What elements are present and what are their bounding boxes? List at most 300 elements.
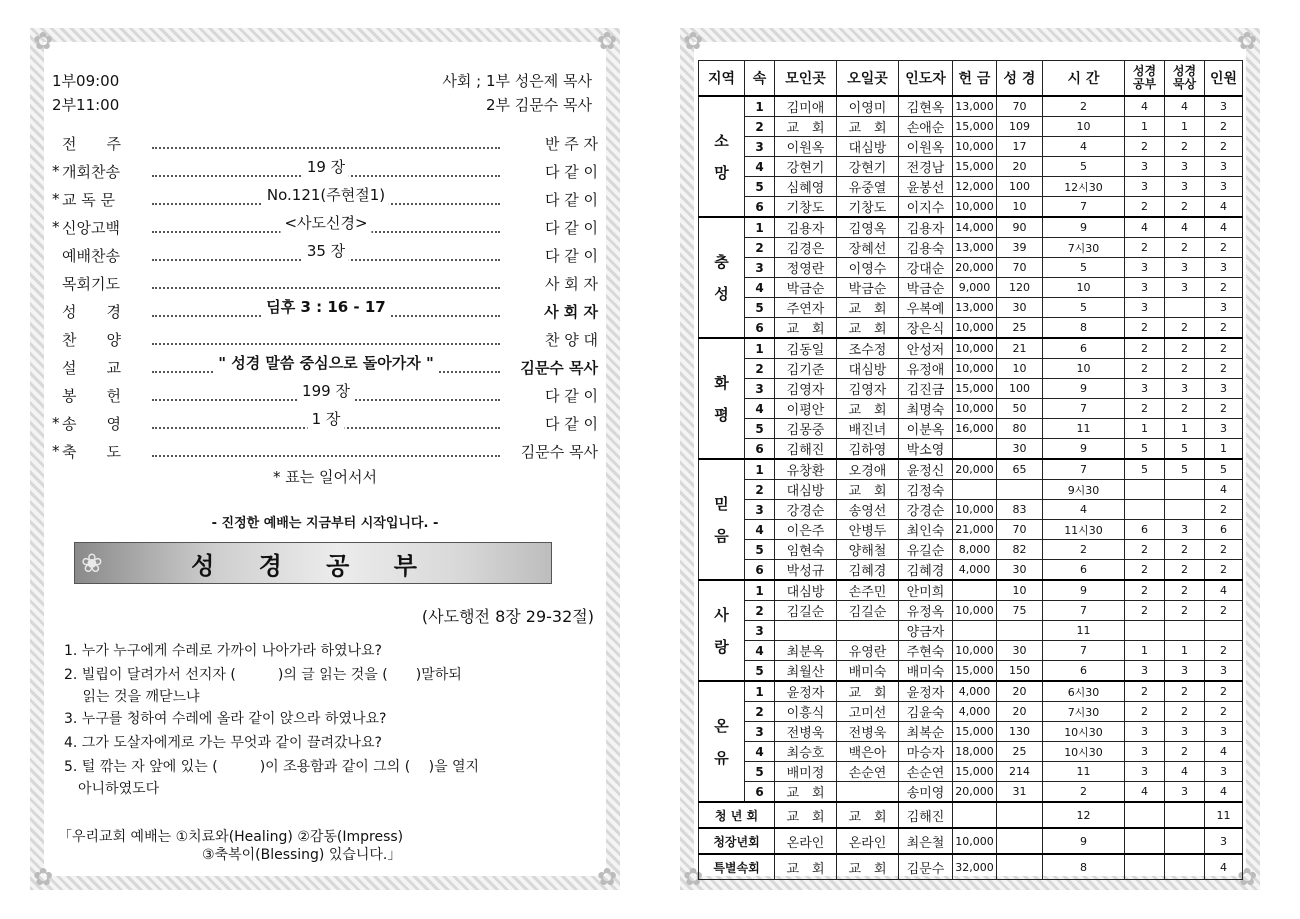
table-cell: 39	[997, 238, 1043, 258]
region-name: 믿 음	[699, 459, 745, 580]
dot-leader	[152, 277, 500, 289]
order-detail: No.121(주현절1)	[263, 184, 389, 205]
sub-group-number: 3	[745, 258, 775, 278]
table-cell: 150	[997, 661, 1043, 682]
table-cell: 6	[1205, 520, 1243, 540]
table-row	[699, 258, 1243, 278]
table-cell: 2	[1165, 580, 1205, 601]
column-header: 시 간	[1043, 61, 1125, 97]
table-cell: 7	[1043, 601, 1125, 621]
table-cell: 김몽중	[775, 419, 837, 439]
table-cell	[837, 782, 899, 803]
table-cell: 3	[1165, 661, 1205, 682]
sub-group-number: 5	[745, 177, 775, 197]
flower-icon: ✿	[682, 863, 704, 891]
table-cell: 김윤숙	[899, 702, 953, 722]
table-cell: 이은주	[775, 520, 837, 540]
table-row	[699, 96, 1243, 117]
table-cell	[953, 580, 997, 601]
table-cell: 2	[1205, 601, 1243, 621]
order-label: 축 도	[62, 442, 121, 461]
table-cell: 3	[1125, 177, 1165, 197]
table-cell: 2	[1125, 238, 1165, 258]
footer-line-2: ③축복이(Blessing) 있습니다.」	[202, 847, 402, 863]
table-cell: 2	[1165, 560, 1205, 581]
standing-mark: *	[52, 414, 60, 432]
table-cell	[1165, 802, 1205, 828]
table-row	[699, 661, 1243, 682]
table-row	[699, 681, 1243, 702]
table-cell: 18,000	[953, 742, 997, 762]
table-cell: 2	[1043, 96, 1125, 117]
table-cell: 4	[1125, 217, 1165, 238]
order-row	[52, 186, 598, 212]
standing-mark: *	[52, 162, 60, 180]
table-cell: 15,000	[953, 379, 997, 399]
order-leader: 사 회 자	[544, 302, 598, 321]
table-cell: 최복순	[899, 722, 953, 742]
table-cell: 6	[1043, 338, 1125, 359]
table-cell: 2	[1125, 318, 1165, 339]
table-cell: 박금순	[899, 278, 953, 298]
table-row	[699, 601, 1243, 621]
table-cell: 12,000	[953, 177, 997, 197]
table-row	[699, 762, 1243, 782]
table-cell: 손애순	[899, 117, 953, 137]
table-cell: 배진녀	[837, 419, 899, 439]
table-cell: 우복예	[899, 298, 953, 318]
table-cell: 대심방	[837, 359, 899, 379]
order-leader: 다 같 이	[544, 162, 598, 181]
sub-group-number: 4	[745, 157, 775, 177]
table-cell: 90	[997, 217, 1043, 238]
table-cell: 교 회	[837, 480, 899, 500]
table-cell: 11	[1043, 762, 1125, 782]
table-cell: 4	[1125, 96, 1165, 117]
table-cell: 3	[1205, 177, 1243, 197]
region-name: 충 성	[699, 217, 745, 338]
table-cell: 안미희	[899, 580, 953, 601]
table-cell: 2	[1165, 742, 1205, 762]
table-cell: 양금자	[899, 621, 953, 641]
table-cell: 10시30	[1043, 742, 1125, 762]
table-row	[699, 197, 1243, 218]
order-row	[52, 270, 598, 296]
order-leader: 다 같 이	[544, 218, 598, 237]
sub-group-number: 5	[745, 661, 775, 682]
table-cell: 1	[1165, 641, 1205, 661]
table-row	[699, 318, 1243, 339]
table-cell	[1125, 480, 1165, 500]
table-cell: 11	[1043, 621, 1125, 641]
flower-icon: ✿	[32, 27, 54, 55]
table-cell: 교 회	[837, 802, 899, 828]
table-cell: 김혜경	[899, 560, 953, 581]
table-cell: 김진금	[899, 379, 953, 399]
sub-group-number: 4	[745, 641, 775, 661]
table-cell	[997, 621, 1043, 641]
table-cell: 10,000	[953, 318, 997, 339]
table-cell: 10시30	[1043, 722, 1125, 742]
table-cell: 10,000	[953, 828, 997, 854]
table-cell: 주연자	[775, 298, 837, 318]
table-cell: 유길순	[899, 540, 953, 560]
table-cell: 김미애	[775, 96, 837, 117]
table-cell	[997, 802, 1043, 828]
table-cell: 4	[1165, 217, 1205, 238]
table-cell: 강경순	[899, 500, 953, 520]
table-cell: 교 회	[775, 802, 837, 828]
table-cell: 안병두	[837, 520, 899, 540]
table-cell: 배미정	[775, 762, 837, 782]
table-cell	[953, 480, 997, 500]
table-cell: 이분옥	[899, 419, 953, 439]
table-cell: 김하영	[837, 439, 899, 460]
standing-note: * 표는 일어서서	[273, 468, 377, 486]
table-cell: 전경남	[899, 157, 953, 177]
table-cell: 70	[997, 96, 1043, 117]
table-cell: 박소영	[899, 439, 953, 460]
table-cell	[1165, 500, 1205, 520]
table-cell: 강경순	[775, 500, 837, 520]
table-cell: 교 회	[837, 117, 899, 137]
question-line: 3. 누구를 청하여 수레에 올라 같이 앉으라 하였나요?	[64, 711, 387, 727]
sub-group-number: 1	[745, 580, 775, 601]
table-cell: 박금순	[837, 278, 899, 298]
table-cell: 윤정자	[899, 681, 953, 702]
table-cell: 2	[1165, 197, 1205, 218]
table-row	[699, 238, 1243, 258]
table-cell: 83	[997, 500, 1043, 520]
table-cell: 대심방	[775, 480, 837, 500]
table-cell: 2	[1205, 540, 1243, 560]
order-leader: 다 같 이	[544, 190, 598, 209]
host-service2: 2부 김문수 목사	[485, 96, 592, 114]
table-cell: 9	[1043, 439, 1125, 460]
table-cell: 10	[1043, 117, 1125, 137]
table-cell: 2	[1125, 681, 1165, 702]
table-cell: 9	[1043, 379, 1125, 399]
table-cell: 이영미	[837, 96, 899, 117]
order-leader: 찬 양 대	[544, 330, 598, 349]
sub-group-number: 4	[745, 278, 775, 298]
table-cell: 이흥식	[775, 702, 837, 722]
table-cell: 11시30	[1043, 520, 1125, 540]
table-row	[699, 419, 1243, 439]
table-cell: 이평안	[775, 399, 837, 419]
table-cell: 4	[1165, 762, 1205, 782]
order-row	[52, 410, 598, 436]
table-cell: 2	[1165, 601, 1205, 621]
table-cell: 3	[1205, 722, 1243, 742]
table-row	[699, 459, 1243, 480]
dot-leader	[152, 410, 500, 429]
table-cell: 3	[1125, 258, 1165, 278]
order-label: 교 독 문	[62, 190, 116, 209]
table-cell: 유창환	[775, 459, 837, 480]
table-cell: 교 회	[837, 318, 899, 339]
special-group-label: 청 년 회	[699, 802, 775, 828]
table-cell: 2	[1205, 641, 1243, 661]
sub-group-number: 1	[745, 96, 775, 117]
table-cell: 2	[1205, 500, 1243, 520]
table-cell: 214	[997, 762, 1043, 782]
table-cell: 배미숙	[899, 661, 953, 682]
table-cell: 마승자	[899, 742, 953, 762]
table-cell: 손순연	[899, 762, 953, 782]
table-cell: 윤정자	[775, 681, 837, 702]
region-name: 사 랑	[699, 580, 745, 681]
flower-icon: ✿	[596, 27, 618, 55]
service1-time: 1부09:00	[52, 72, 120, 90]
table-cell: 박금순	[775, 278, 837, 298]
table-cell: 4	[1165, 96, 1205, 117]
scripture-reference: (사도행전 8장 29-32절)	[421, 607, 594, 626]
table-cell: 109	[997, 117, 1043, 137]
table-cell: 5	[1165, 459, 1205, 480]
table-cell: 4	[1205, 197, 1243, 218]
order-label: 찬 양	[62, 330, 121, 349]
question-line: 읽는 것을 깨닫느냐	[64, 689, 200, 705]
table-row	[699, 742, 1243, 762]
table-cell: 3	[1165, 258, 1205, 278]
table-cell: 2	[1205, 560, 1243, 581]
special-group-label: 특별속회	[699, 854, 775, 880]
column-header: 속	[745, 61, 775, 97]
table-cell: 2	[1205, 238, 1243, 258]
sub-group-number: 1	[745, 217, 775, 238]
table-cell: 김길순	[775, 601, 837, 621]
table-cell: 최분옥	[775, 641, 837, 661]
sub-group-number: 2	[745, 238, 775, 258]
table-cell: 교 회	[837, 854, 899, 880]
table-cell: 2	[1125, 399, 1165, 419]
order-leader: 다 같 이	[544, 246, 598, 265]
column-header: 성 경	[997, 61, 1043, 97]
table-cell: 1	[1125, 641, 1165, 661]
table-cell: 2	[1165, 702, 1205, 722]
table-cell: 전병욱	[837, 722, 899, 742]
table-cell: 2	[1125, 359, 1165, 379]
table-cell	[1165, 828, 1205, 854]
table-cell: 2	[1165, 137, 1205, 157]
table-cell: 대심방	[775, 580, 837, 601]
table-cell: 10	[997, 359, 1043, 379]
table-cell: 4	[1205, 580, 1243, 601]
column-header: 인도자	[899, 61, 953, 97]
order-detail: 1 장	[308, 408, 345, 429]
table-cell: 최승호	[775, 742, 837, 762]
order-row	[52, 214, 598, 240]
table-cell: 1	[1125, 419, 1165, 439]
table-row	[699, 278, 1243, 298]
table-cell: 교 회	[775, 854, 837, 880]
table-cell: 75	[997, 601, 1043, 621]
table-cell: 2	[1043, 782, 1125, 803]
question-line: 2. 빌립이 달려가서 선지자 ( )의 글 읽는 것을 ( )말하되	[64, 667, 462, 683]
table-cell: 5	[1205, 459, 1243, 480]
standing-mark: *	[52, 190, 60, 208]
table-cell: 15,000	[953, 661, 997, 682]
table-cell: 7	[1043, 197, 1125, 218]
order-leader: 사 회 자	[544, 274, 598, 293]
table-cell: 9	[1043, 580, 1125, 601]
table-cell: 70	[997, 258, 1043, 278]
table-cell: 3	[1205, 379, 1243, 399]
special-group-row	[699, 828, 1243, 854]
table-cell	[837, 621, 899, 641]
table-cell: 2	[1205, 278, 1243, 298]
bible-study-title: 성 경 공 부	[191, 551, 435, 580]
table-cell: 오경애	[837, 459, 899, 480]
table-cell: 3	[1125, 379, 1165, 399]
table-cell: 이원옥	[899, 137, 953, 157]
table-cell: 장혜선	[837, 238, 899, 258]
order-label: 송 영	[62, 414, 121, 433]
order-row	[52, 326, 598, 352]
table-cell: 김해진	[775, 439, 837, 460]
sub-group-number: 5	[745, 298, 775, 318]
table-cell: 20	[997, 681, 1043, 702]
table-cell: 김용숙	[899, 238, 953, 258]
order-detail: 19 장	[303, 156, 349, 177]
table-cell: 10,000	[953, 399, 997, 419]
table-cell: 3	[1165, 379, 1205, 399]
sub-group-number: 5	[745, 540, 775, 560]
table-cell: 온라인	[837, 828, 899, 854]
table-cell	[1205, 621, 1243, 641]
table-cell: 17	[997, 137, 1043, 157]
table-cell: 30	[997, 439, 1043, 460]
column-header: 헌 금	[953, 61, 997, 97]
table-cell: 2	[1205, 681, 1243, 702]
table-cell: 2	[1205, 137, 1243, 157]
table-cell: 3	[1205, 419, 1243, 439]
table-cell: 2	[1205, 702, 1243, 722]
table-row	[699, 621, 1243, 641]
worship-motto: - 진정한 예배는 지금부터 시작입니다. -	[211, 516, 439, 531]
table-cell: 25	[997, 742, 1043, 762]
table-row	[699, 500, 1243, 520]
table-cell: 10,000	[953, 137, 997, 157]
table-cell: 강대순	[899, 258, 953, 278]
column-header: 모인곳	[775, 61, 837, 97]
special-group-row	[699, 802, 1243, 828]
table-cell: 김용자	[775, 217, 837, 238]
table-cell: 13,000	[953, 96, 997, 117]
flower-icon: ✿	[596, 863, 618, 891]
table-cell: 10,000	[953, 500, 997, 520]
table-cell: 기창도	[775, 197, 837, 218]
table-cell: 2	[1043, 540, 1125, 560]
table-cell	[1125, 802, 1165, 828]
order-row	[52, 354, 598, 380]
sub-group-number: 6	[745, 318, 775, 339]
table-row	[699, 702, 1243, 722]
table-cell: 백은아	[837, 742, 899, 762]
sub-group-number: 1	[745, 338, 775, 359]
table-cell: 3	[1205, 157, 1243, 177]
table-cell: 1	[1165, 419, 1205, 439]
table-cell: 30	[997, 298, 1043, 318]
table-cell: 정영란	[775, 258, 837, 278]
table-cell	[953, 802, 997, 828]
order-detail: 딤후 3 : 16 - 17	[262, 296, 390, 317]
table-cell: 5	[1125, 439, 1165, 460]
table-cell: 2	[1125, 560, 1165, 581]
table-cell: 이원옥	[775, 137, 837, 157]
table-cell: 2	[1205, 359, 1243, 379]
table-cell	[953, 439, 997, 460]
table-cell: 14,000	[953, 217, 997, 238]
table-cell: 2	[1165, 338, 1205, 359]
table-cell: 3	[1165, 520, 1205, 540]
table-cell: 10,000	[953, 641, 997, 661]
table-cell	[997, 854, 1043, 880]
table-cell: 3	[1205, 96, 1243, 117]
sub-group-number: 6	[745, 197, 775, 218]
table-header-row	[699, 61, 1243, 97]
table-cell: 3	[1165, 177, 1205, 197]
table-cell: 2	[1125, 338, 1165, 359]
table-cell: 70	[997, 520, 1043, 540]
table-cell: 2	[1165, 238, 1205, 258]
table-cell: 65	[997, 459, 1043, 480]
table-cell: 7	[1043, 399, 1125, 419]
table-cell: 2	[1165, 681, 1205, 702]
column-header: 성경 묵상	[1165, 61, 1205, 97]
table-cell: 20	[997, 702, 1043, 722]
table-cell: 13,000	[953, 238, 997, 258]
order-row	[52, 438, 598, 464]
sub-group-number: 4	[745, 399, 775, 419]
table-row	[699, 560, 1243, 581]
question-line: 1. 누가 누구에게 수레로 가까이 나아가라 하였나요?	[64, 643, 382, 659]
table-cell	[1125, 828, 1165, 854]
table-cell: 15,000	[953, 762, 997, 782]
order-row	[52, 158, 598, 184]
order-label: 성 경	[62, 302, 121, 321]
sub-group-number: 2	[745, 702, 775, 722]
table-cell: 최은철	[899, 828, 953, 854]
table-cell: 유정애	[899, 359, 953, 379]
order-row	[52, 130, 598, 156]
table-cell	[1165, 621, 1205, 641]
table-cell: 김경은	[775, 238, 837, 258]
table-cell: 9	[1043, 217, 1125, 238]
order-leader: 반 주 자	[544, 134, 598, 153]
table-cell: 2	[1205, 318, 1243, 339]
table-cell: 유영란	[837, 641, 899, 661]
table-cell: 6시30	[1043, 681, 1125, 702]
table-cell: 5	[1125, 459, 1165, 480]
table-cell: 120	[997, 278, 1043, 298]
sub-group-number: 2	[745, 117, 775, 137]
table-cell: 11	[1043, 419, 1125, 439]
table-cell: 교 회	[775, 318, 837, 339]
table-cell: 10	[1043, 278, 1125, 298]
dot-leader	[152, 354, 500, 373]
table-cell: 3	[1125, 278, 1165, 298]
sub-group-number: 3	[745, 621, 775, 641]
column-header: 성경 공부	[1125, 61, 1165, 97]
table-cell: 10	[997, 580, 1043, 601]
table-cell: 전병욱	[775, 722, 837, 742]
table-cell: 50	[997, 399, 1043, 419]
table-cell: 7	[1043, 459, 1125, 480]
table-cell: 12	[1043, 802, 1125, 828]
sub-group-number: 3	[745, 722, 775, 742]
